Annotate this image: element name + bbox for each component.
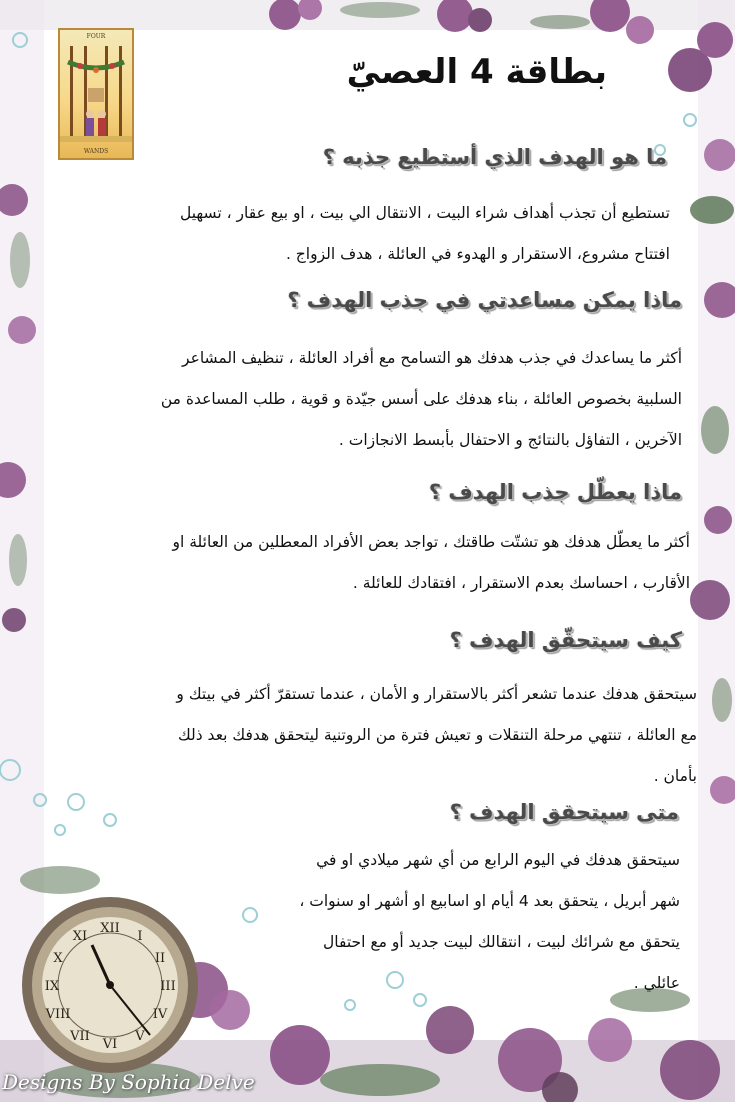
section-body-2 [68,338,682,461]
section-body-3 [72,522,690,604]
body-line: عائلي . [633,974,680,992]
section-heading-2: ماذا يمكن مساعدتي في جذب الهدف ؟ [287,288,682,312]
card-top-label: FOUR [86,33,106,40]
section-heading-5: متى سيتحقق الهدف ؟ [449,800,679,824]
svg-text:V: V [135,1029,145,1044]
body-line: السلبية بخصوص العائلة ، بناء هدفك على أسس جيّدة و قوية ، طلب المساعدة من [160,390,682,408]
body-line: أكثر ما يعطّل هدفك هو تشتّت طاقتك ، تواجد بعض الأفراد المعطلين من العائلة او [172,533,690,551]
svg-text:I: I [137,929,143,944]
body-line: الآخرين ، التفاؤل بالنتائج و الاحتفال بأبسط الانجازات . [338,431,682,449]
section-heading-4: كيف سيتحقّق الهدف ؟ [449,628,682,652]
svg-text:VII: VII [70,1029,90,1044]
body-line: تستطيع أن تجذب أهداف شراء البيت ، الانتقال الي بيت ، او بيع عقار ، تسهيل [180,204,670,222]
body-line: شهر أبريل ، يتحقق بعد 4 أيام او اسابيع او أشهر او سنوات ، [299,892,680,910]
clock-illustration [22,897,198,1073]
body-line: بأمان . [653,767,697,785]
body-line: افتتاح مشروع، الاستقرار و الهدوء في العائلة ، هدف الزواج . [285,245,670,263]
card-bottom-label: WANDS [83,148,109,155]
section-body-4 [52,674,697,797]
tarot-card-image [58,28,134,160]
page-title: بطاقة 4 العصيّ [346,52,607,92]
svg-text:XII: XII [100,921,120,936]
body-line: مع العائلة ، تنتهي مرحلة التنقلات و تعيش فترة من الروتنية ليتحقق هدفك بعد ذلك [177,726,697,744]
four-wands-illustration [60,40,132,152]
section-body-1 [70,193,670,275]
svg-text:X: X [53,951,63,966]
svg-text:VI: VI [102,1037,118,1052]
body-line: سيتحقق هدفك عندما تشعر أكثر بالاستقرار و الأمان ، عندما تستقرّ أكثر في بيتك و [176,685,697,703]
designer-watermark: Designs By Sophia Delve [2,1070,255,1094]
body-line: أكثر ما يساعدك في جذب هدفك هو التسامح مع أفراد العائلة ، تنظيف المشاعر [182,349,682,367]
body-line: سيتحقق هدفك في اليوم الرابع من أي شهر ميلادي او في [316,851,680,869]
svg-text:IX: IX [44,979,60,994]
svg-text:XI: XI [72,929,88,944]
section-heading-1: ما هو الهدف الذي أستطيع جذبه ؟ [322,145,667,169]
body-line: يتحقق مع شرائك لبيت ، انتقالك لبيت جديد أو مع احتفال [323,933,680,951]
svg-text:VIII: VIII [45,1007,71,1022]
svg-text:IV: IV [152,1007,168,1022]
body-line: الأقارب ، احساسك بعدم الاستقرار ، افتقادك للعائلة . [352,574,690,592]
section-heading-3: ماذا يعطّل جذب الهدف ؟ [428,480,682,504]
svg-text:III: III [160,979,176,994]
section-body-5 [238,840,680,1004]
svg-text:II: II [154,951,166,966]
